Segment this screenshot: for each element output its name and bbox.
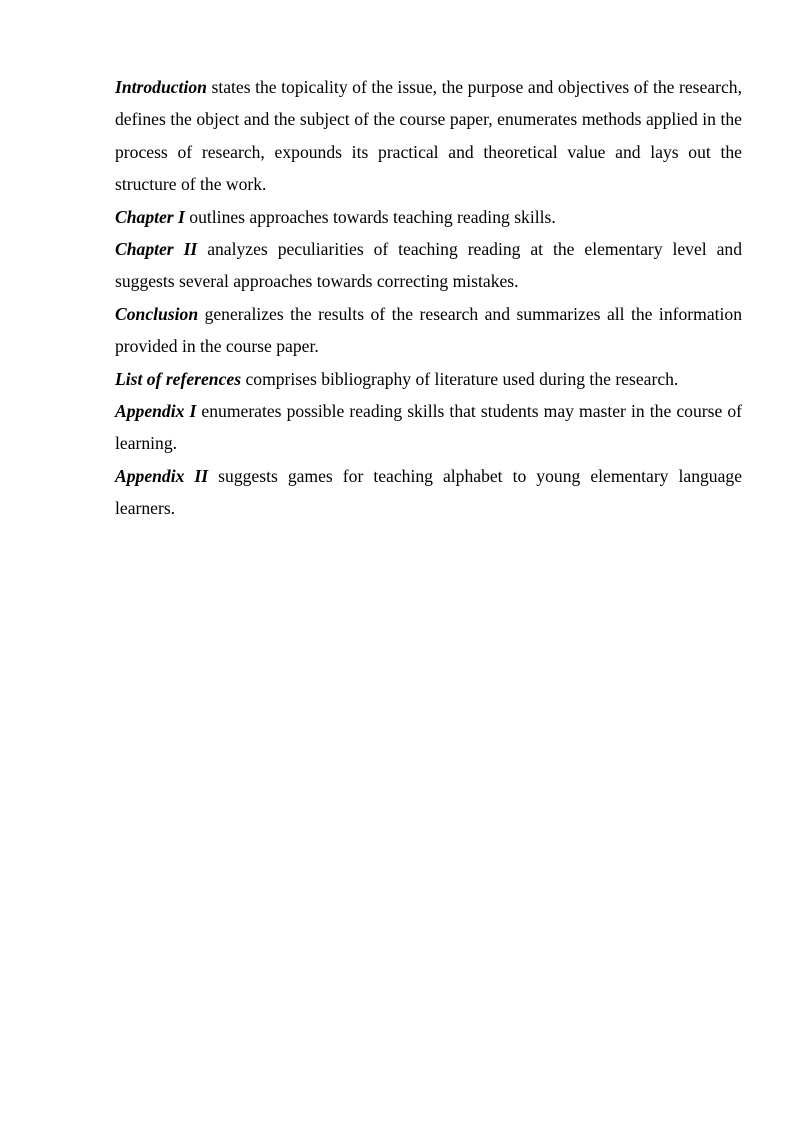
text-chapter-ii: analyzes peculiarities of teaching reading at the elementary level and suggests several approaches towards correcting mistakes. — [115, 239, 743, 292]
term-appendix-ii: Appendix II — [115, 465, 209, 486]
term-appendix-i: Appendix I — [115, 401, 197, 422]
term-chapter-i: Chapter I — [115, 206, 185, 227]
text-chapter-i: outlines approaches towards teaching reading skills. — [184, 206, 556, 227]
term-list-of-references: List of references — [115, 368, 242, 389]
paragraph-appendix-ii — [115, 460, 742, 525]
term-chapter-ii: Chapter II — [115, 239, 198, 260]
term-introduction: Introduction — [115, 77, 207, 97]
text-conclusion: generalizes the results of the research and summarizes all the information provided in the course paper. — [115, 303, 742, 357]
paragraph-chapter-i — [115, 201, 742, 233]
text-appendix-i: enumerates possible reading skills that students may master in the course of learning. — [115, 401, 742, 454]
paragraph-appendix-i — [115, 395, 742, 460]
structure-description — [115, 71, 742, 525]
text-list-of-references: comprises bibliography of literature used during the research. — [241, 368, 679, 389]
paragraph-chapter-ii — [115, 233, 742, 298]
text-appendix-ii: suggests games for teaching alphabet to young elementary language learners. — [115, 465, 743, 519]
paragraph-introduction — [115, 71, 742, 201]
paragraph-conclusion — [115, 298, 742, 363]
term-conclusion: Conclusion — [115, 303, 199, 324]
text-introduction: states the topicality of the issue, the purpose and objectives of the research, defines the object and the subject of the course paper, enumerates methods applied in the process of research, expounds its practical and theoretical value and lays out the structure of the work. — [115, 77, 742, 195]
paragraph-list-of-references — [115, 363, 742, 395]
